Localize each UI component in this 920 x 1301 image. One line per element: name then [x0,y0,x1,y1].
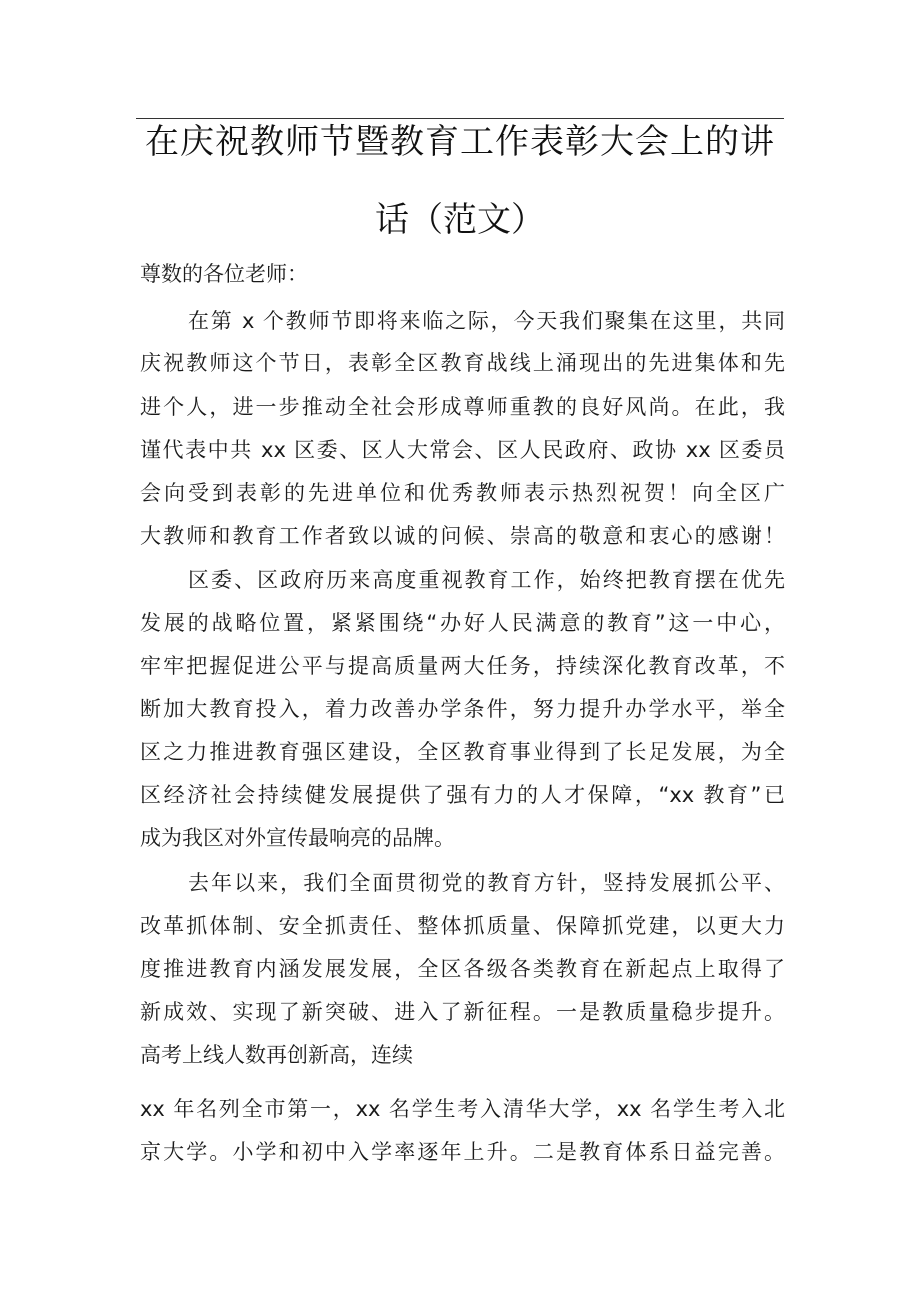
text-line: 区之力推进教育强区建设，全区教育事业得到了长足发展，为全 [140,740,785,764]
text-line: 牢牢把握促进公平与提高质量两大任务，持续深化教育改革，不 [140,654,785,678]
text-line: 度推进教育内涵发展发展，全区各级各类教育在新起点上取得了 [140,957,785,981]
text-line: 区委、区政府历来高度重视教育工作，始终把教育摆在优先 [188,568,785,592]
header-rule [136,118,784,119]
text-line: 进个人，进一步推动全社会形成尊师重教的良好风尚。在此，我 [140,395,785,419]
text-line: 去年以来，我们全面贯彻党的教育方针，竖持发展抓公平、 [188,871,785,895]
text-line: 京大学。小学和初中入学率逐年上升。二是教育体系日益完善。 [140,1140,785,1164]
document-title-line-1: 在庆祝教师节暨教育工作表彰大会上的讲 [145,122,775,162]
text-line: 断加大教育投入，着力改善办学条件，努力提升办学水平，举全 [140,697,785,721]
text-line: 改革抓体制、安全抓责任、整体抓质量、保障抓党建，以更大力 [140,914,785,938]
text-line: 谨代表中共 xx 区委、区人大常会、区人民政府、政协 xx 区委员 [140,438,785,462]
text-line: 新成效、实现了新突破、进入了新征程。一是教质量稳步提升。 [140,1000,785,1024]
text-line: 会向受到表彰的先进单位和优秀教师表示热烈祝贺！向全区广 [140,481,785,505]
salutation: 尊数的各位老师： [140,262,308,286]
text-line: 区经济社会持续健发展提供了强有力的人才保障，“xx 教育”已 [140,783,785,807]
text-line: xx 年名列全市第一，xx 名学生考入清华大学，xx 名学生考入北 [140,1097,785,1121]
document-title-line-2: 话（范文） [375,200,545,240]
text-line: 大教师和教育工作者致以诚的问候、崇高的敬意和衷心的感谢！ [140,524,785,548]
text-line: 发展的战略位置，紧紧围绕“办好人民满意的教育”这一中心， [140,611,785,635]
text-line: 成为我区对外宣传最响亮的品牌。 [140,826,455,850]
text-line: 高考上线人数再创新高，连续 [140,1043,413,1067]
text-line: 庆祝教师这个节日，表彰全区教育战线上涌现出的先进集体和先 [140,351,785,375]
text-line: 在第 x 个教师节即将来临之际，今天我们聚集在这里，共同 [188,309,785,333]
